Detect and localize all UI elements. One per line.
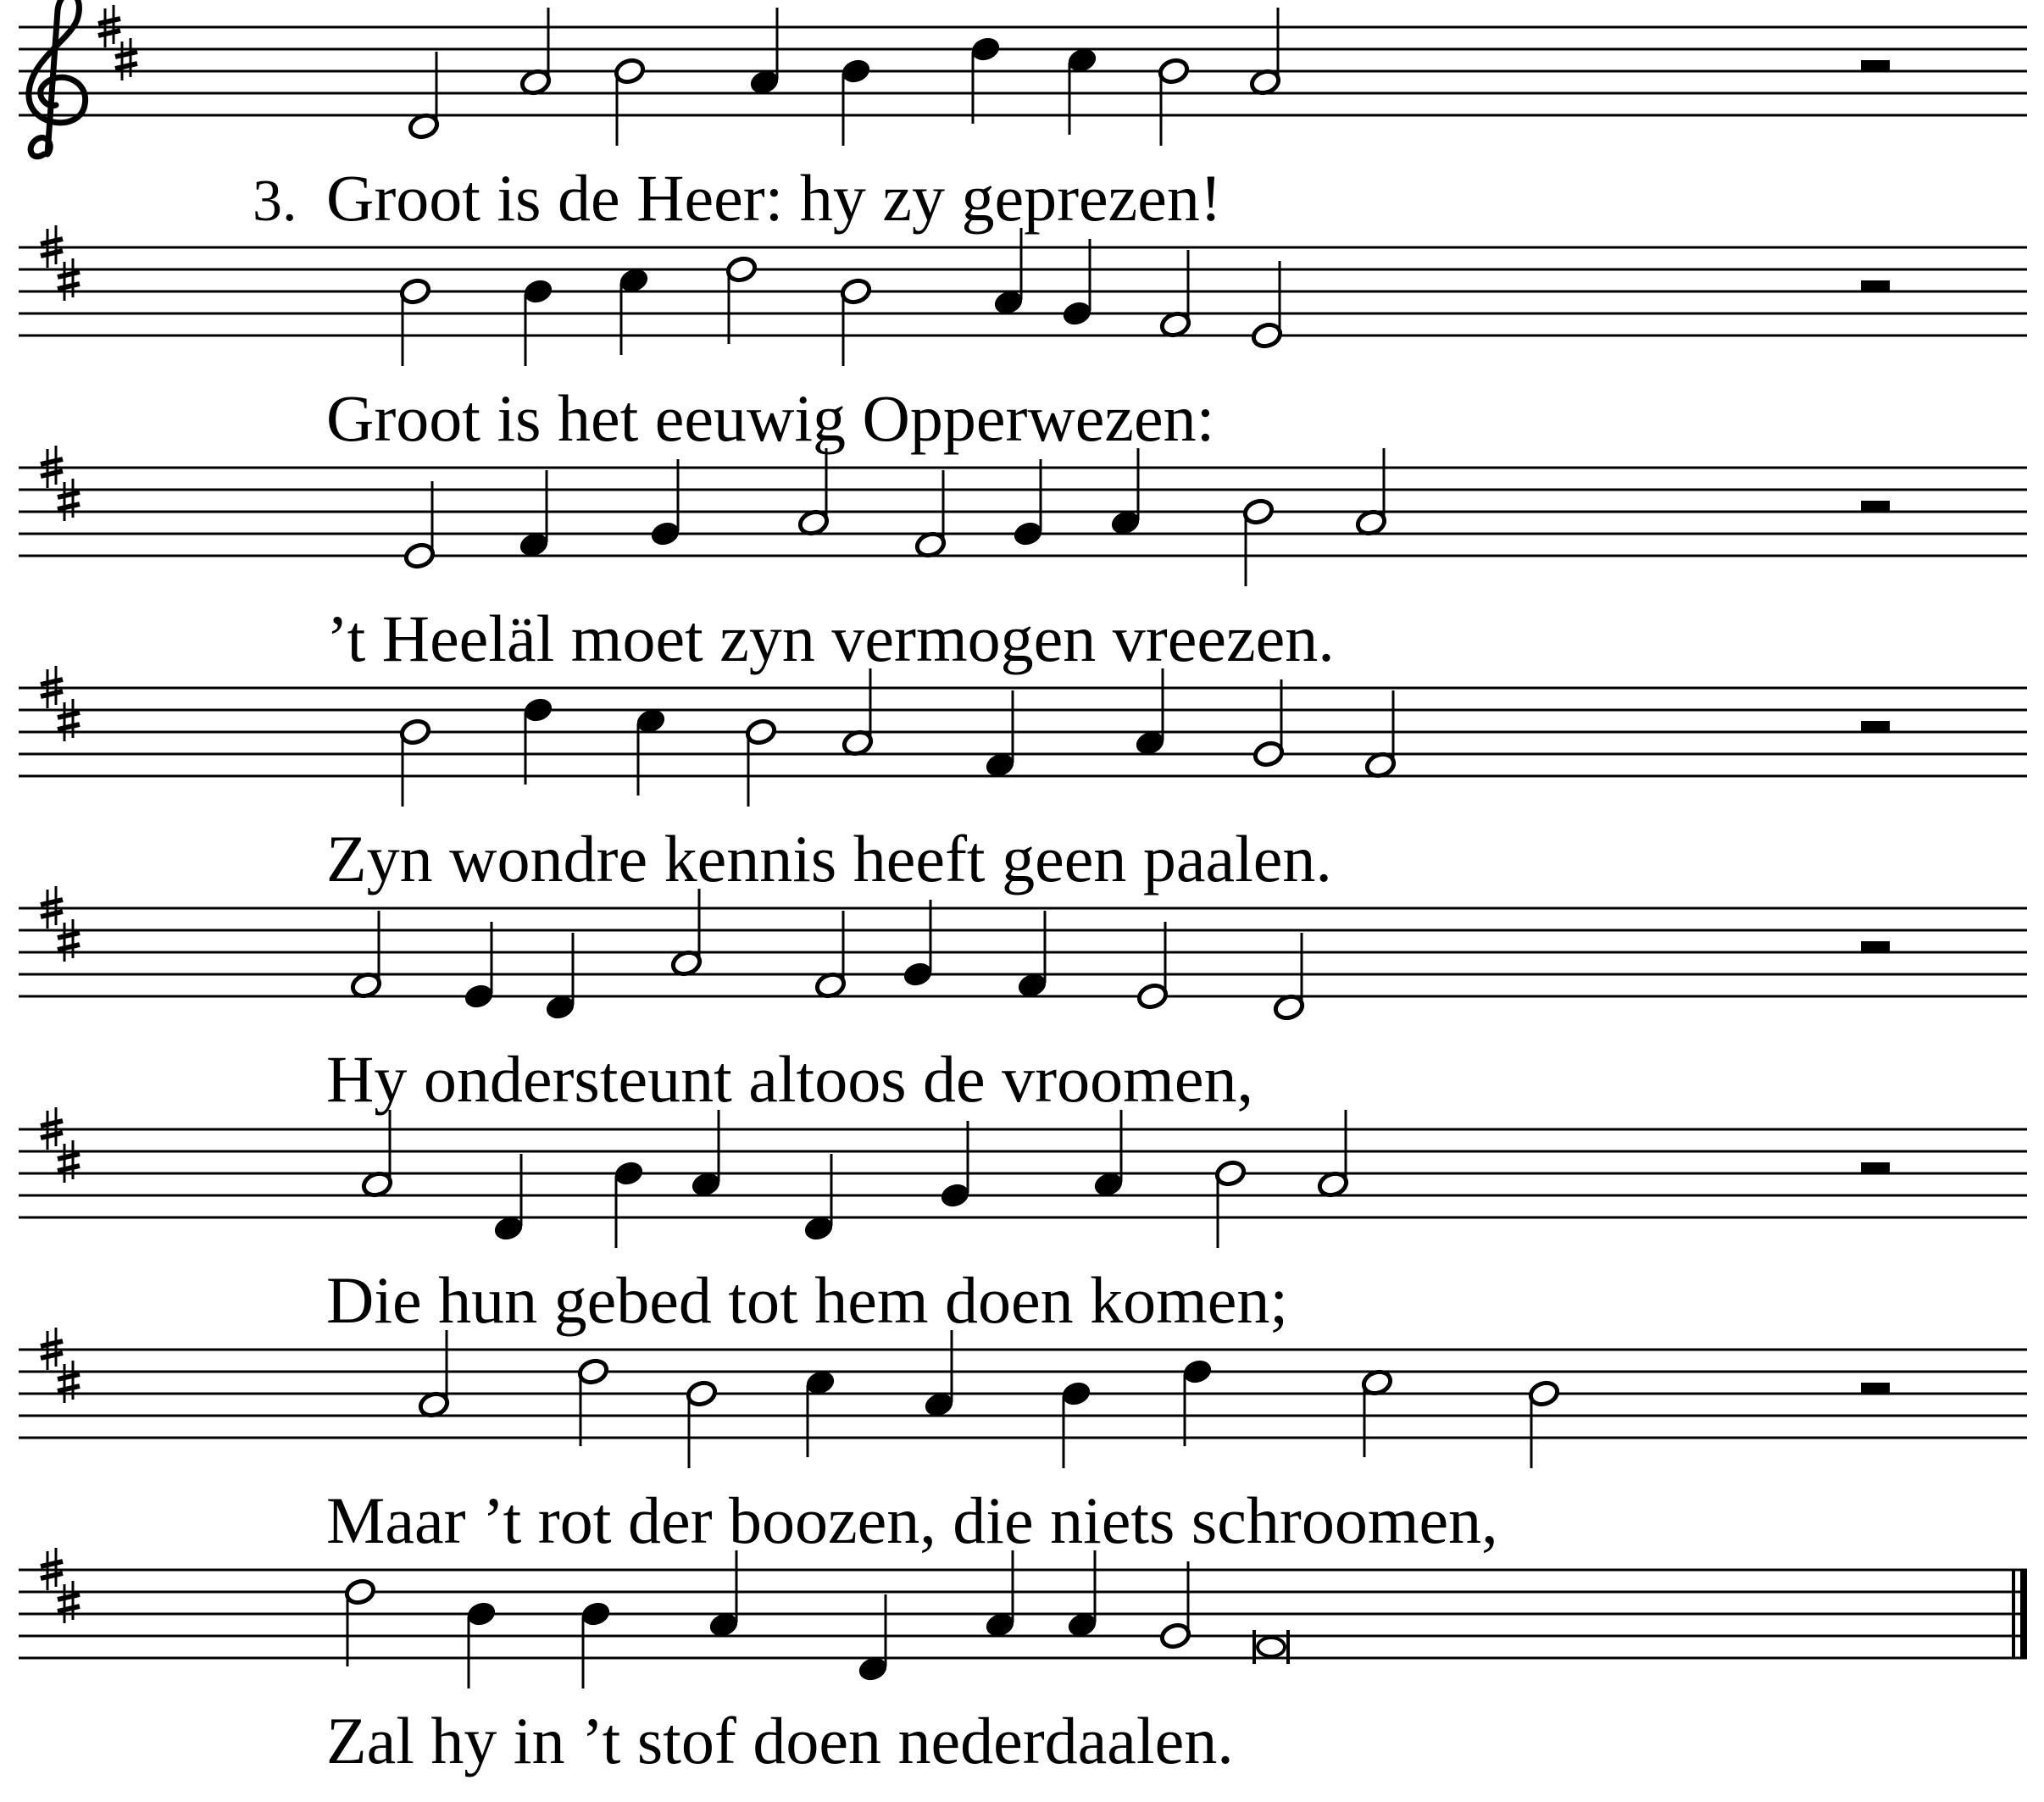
note	[465, 1600, 497, 1688]
key-sharp-c-icon	[58, 919, 80, 962]
staff-system	[19, 0, 2027, 235]
note	[1251, 261, 1283, 350]
key-sharp-c-icon	[115, 38, 137, 80]
note	[914, 470, 947, 559]
lyric-line: Zal hy in ’t stof doen nederdaalen.	[326, 1704, 1234, 1777]
half-rest-icon	[1861, 1162, 1890, 1173]
note	[1528, 1379, 1560, 1468]
key-sharp-c-icon	[58, 699, 80, 741]
key-sharp-c-icon	[58, 1361, 80, 1403]
staff-system	[19, 225, 2027, 455]
lyric-line: Groot is het eeuwig Opperwezen:	[326, 381, 1215, 455]
note	[1361, 1368, 1393, 1457]
note	[518, 470, 550, 559]
note	[1134, 668, 1166, 757]
key-sharp-c-icon	[58, 1140, 80, 1183]
note	[522, 277, 554, 366]
note	[492, 1154, 525, 1243]
lyric-line: Maar ’t rot der boozen, die niets schroomen,	[326, 1483, 1498, 1557]
note	[840, 277, 872, 366]
staff-lines	[19, 247, 2027, 335]
note	[344, 1577, 376, 1666]
staff-system	[19, 446, 2027, 675]
staff-system	[19, 666, 2027, 895]
note	[804, 1368, 836, 1457]
half-rest-icon	[1861, 60, 1890, 71]
key-sharp-c-icon	[58, 1581, 80, 1623]
note	[1355, 448, 1387, 537]
note	[408, 52, 440, 141]
note	[1242, 497, 1275, 586]
note	[969, 35, 1002, 124]
note	[1012, 459, 1044, 548]
lyric-line: Groot is de Heer: hy zy geprezen!	[326, 161, 1222, 235]
staff-system	[19, 1107, 2027, 1337]
note	[939, 1121, 971, 1210]
note	[418, 1330, 450, 1419]
verse-number: 3.	[253, 169, 297, 234]
note	[748, 8, 780, 97]
note	[361, 1110, 393, 1199]
half-rest-icon	[1861, 501, 1890, 512]
note	[1158, 57, 1190, 146]
lyric-line: Die hun gebed tot hem doen komen;	[326, 1263, 1289, 1337]
note	[857, 1594, 889, 1683]
note	[1317, 1110, 1349, 1199]
half-rest-icon	[1861, 280, 1890, 291]
key-sharp-c-icon	[58, 258, 80, 301]
note	[1060, 1379, 1092, 1468]
note	[399, 718, 431, 807]
note	[725, 255, 758, 344]
staff-lines	[19, 688, 2027, 776]
note	[577, 1357, 609, 1446]
note	[635, 707, 667, 796]
note	[984, 690, 1016, 779]
note	[1364, 690, 1397, 779]
staff-system	[19, 886, 2027, 1116]
staff-lines	[19, 1350, 2027, 1438]
note	[745, 718, 777, 807]
note	[814, 911, 847, 1000]
note	[841, 668, 874, 757]
note	[686, 1379, 718, 1468]
note	[902, 900, 934, 989]
lyric-line: ’t Heeläl moet zyn vermogen vreezen.	[326, 602, 1335, 675]
note	[1181, 1357, 1214, 1446]
note	[670, 889, 703, 978]
staff-lines	[19, 1129, 2027, 1217]
note	[803, 1154, 835, 1243]
note	[1092, 1110, 1125, 1199]
note	[1066, 1550, 1098, 1639]
note	[840, 57, 872, 146]
staff-system	[19, 1328, 2027, 1557]
note	[1066, 46, 1098, 135]
key-sharp-c-icon	[58, 479, 80, 521]
note	[923, 1330, 955, 1419]
note	[350, 911, 382, 1000]
note	[1214, 1159, 1247, 1248]
half-rest-icon	[1861, 941, 1890, 952]
staff-lines	[19, 1570, 2027, 1658]
lyric-line: Zyn wondre kennis heeft geen paalen.	[326, 822, 1332, 895]
note	[403, 481, 436, 570]
note	[614, 57, 646, 146]
treble-clef-icon	[29, 0, 86, 157]
staff-lines	[19, 27, 2027, 115]
note	[544, 933, 576, 1022]
note	[463, 922, 495, 1011]
note	[1136, 922, 1169, 1011]
note	[1109, 448, 1141, 537]
note	[613, 1159, 645, 1248]
note	[649, 459, 681, 548]
note	[1253, 679, 1285, 768]
note	[1159, 1561, 1191, 1650]
note	[1016, 911, 1048, 1000]
note	[519, 8, 552, 97]
note	[708, 1550, 740, 1639]
note	[1061, 239, 1093, 328]
note	[618, 266, 650, 355]
note	[797, 448, 830, 537]
note	[1273, 933, 1305, 1022]
note	[580, 1600, 612, 1688]
note	[399, 277, 431, 366]
note	[522, 696, 554, 785]
half-rest-icon	[1861, 721, 1890, 732]
note	[1249, 8, 1281, 97]
staff-system	[19, 1548, 2027, 1777]
note	[690, 1110, 722, 1199]
note	[992, 228, 1025, 317]
lyric-line: Hy ondersteunt altoos de vroomen,	[326, 1042, 1253, 1116]
note	[984, 1550, 1016, 1639]
note	[1159, 250, 1191, 339]
half-rest-icon	[1861, 1383, 1890, 1394]
